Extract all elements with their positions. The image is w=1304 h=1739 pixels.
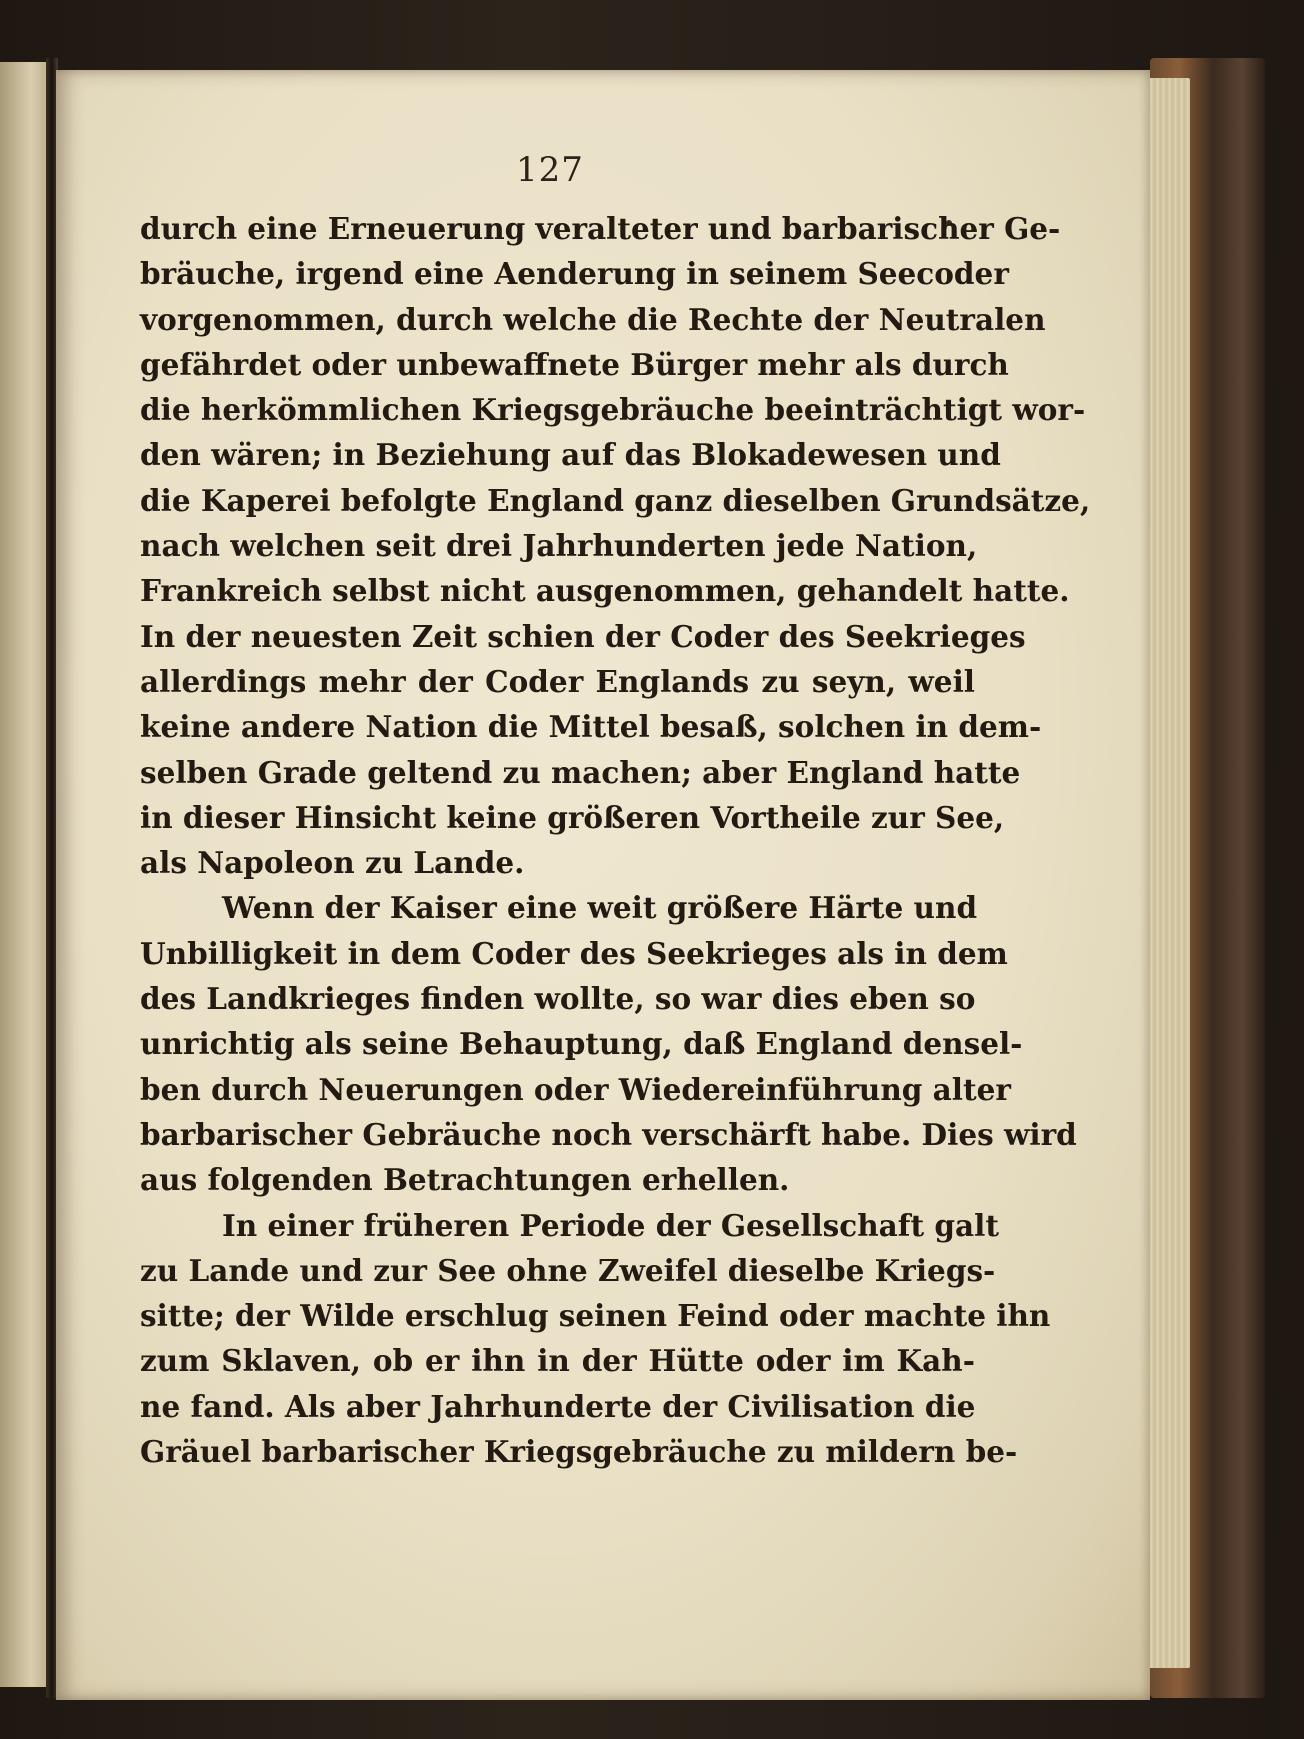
- text-line: keine andere Nation die Mittel besaß, solchen in dem-: [140, 709, 1042, 745]
- text-line: Unbilligkeit in dem Coder des Seekrieges als in dem: [140, 935, 1008, 971]
- text-line: In einer früheren Periode der Gesellschaft galt: [222, 1207, 999, 1243]
- text-line: gefährdet oder unbewaffnete Bürger mehr als durch: [140, 346, 1009, 382]
- page-number: 127: [516, 150, 584, 190]
- text-line: in dieser Hinsicht keine größeren Vortheile zur See,: [140, 799, 1005, 835]
- text-line: sitte; der Wilde erschlug seinen Feind oder machte ihn: [140, 1298, 1051, 1334]
- text-line: des Landkrieges finden wollte, so war dies eben so: [140, 981, 976, 1017]
- text-line: die herkömmlichen Kriegsgebräuche beeinträchtigt wor-: [140, 392, 1086, 428]
- text-line: Gräuel barbarischer Kriegsgebräuche zu mildern be-: [140, 1434, 1018, 1470]
- text-line: aus folgenden Betrachtungen erhellen.: [140, 1162, 790, 1198]
- text-line: unrichtig als seine Behauptung, daß England densel-: [140, 1026, 1023, 1062]
- facing-page-edge: [0, 62, 52, 1687]
- text-line: bräuche, irgend eine Aenderung in seinem Seecoder: [140, 256, 1009, 292]
- text-line: vorgenommen, durch welche die Rechte der Neutralen: [140, 301, 1046, 337]
- text-line: nach welchen seit drei Jahrhunderten jede Nation,: [140, 528, 978, 564]
- text-line: als Napoleon zu Lande.: [140, 845, 525, 881]
- text-line: zum Sklaven, ob er ihn in der Hütte oder im Kah-: [140, 1343, 975, 1379]
- text-line: allerdings mehr der Coder Englands zu seyn, weil: [140, 663, 975, 699]
- text-line: durch eine Erneuerung veralteter und barbarischer Ge-: [140, 211, 1061, 246]
- text-line: die Kaperei befolgte England ganz dieselben Grundsätze,: [140, 482, 1091, 518]
- text-line: selben Grade geltend zu machen; aber England hatte: [140, 754, 1021, 790]
- text-line: den wären; in Beziehung auf das Blokadewesen und: [140, 437, 1001, 473]
- text-line: barbarischer Gebräuche noch verschärft habe. Dies wird: [140, 1116, 1077, 1152]
- text-line: Frankreich selbst nicht ausgenommen, gehandelt hatte.: [140, 573, 1070, 609]
- text-line: ben durch Neuerungen oder Wiedereinführung alter: [140, 1071, 1011, 1107]
- text-line: zu Lande und zur See ohne Zweifel dieselbe Kriegs-: [140, 1252, 996, 1288]
- text-line: In der neuesten Zeit schien der Coder des Seekrieges: [140, 618, 1026, 654]
- text-line: ne fand. Als aber Jahrhunderte der Civilisation die: [140, 1388, 976, 1424]
- text-line: Wenn der Kaiser eine weit größere Härte und: [222, 890, 978, 926]
- body-text: [140, 206, 1091, 1474]
